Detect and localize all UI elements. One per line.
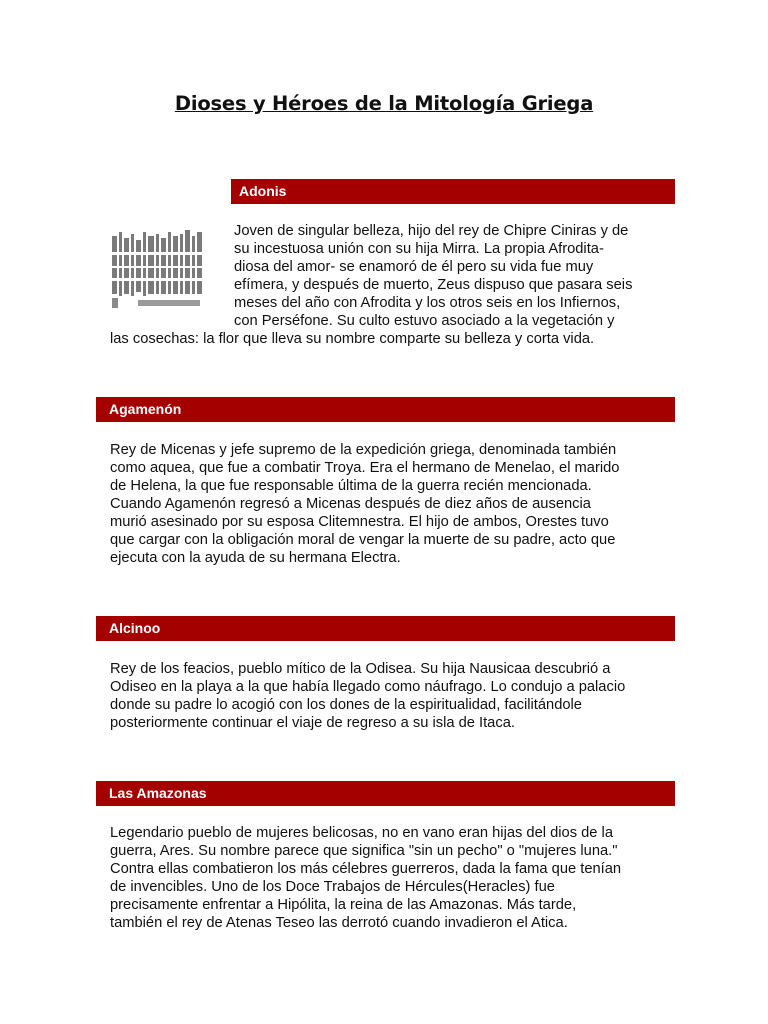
section-heading-amazonas: Las Amazonas — [96, 781, 675, 806]
alcinoo-text-line: Rey de los feacios, pueblo mítico de la Odisea. Su hija Nausicaa descubrió a — [110, 661, 611, 677]
section-heading-agamenon: Agamenón — [96, 397, 675, 422]
amazonas-text-line: Contra ellas combatieron los más célebres guerreros, dada la fama que tenían — [110, 861, 622, 877]
adonis-text-line: Joven de singular belleza, hijo del rey de Chipre Ciniras y de — [234, 223, 629, 239]
section-heading-alcinoo: Alcinoo — [96, 616, 675, 641]
agamenon-text-line: que cargar con la obligación moral de vengar la muerte de su padre, acto que — [110, 532, 616, 548]
agamenon-text-line: murió asesinado por su esposa Clitemnestra. El hijo de ambos, Orestes tuvo — [110, 514, 609, 530]
agamenon-text-line: Rey de Micenas y jefe supremo de la expedición griega, denominada también — [110, 442, 617, 458]
page-title: Dioses y Héroes de la Mitología Griega — [174, 92, 594, 115]
adonis-text-line: con Perséfone. Su culto estuvo asociado a la vegetación y — [234, 313, 615, 329]
adonis-text-line: diosa del amor- se enamoró de él pero su vida fue muy — [234, 259, 594, 275]
amazonas-text-line: Legendario pueblo de mujeres belicosas, no en vano eran hijas del dios de la — [110, 825, 613, 841]
amazonas-text-line: de invencibles. Uno de los Doce Trabajos de Hércules(Heracles) fue — [110, 879, 555, 895]
agamenon-text-line: ejecuta con la ayuda de su hermana Electra. — [110, 550, 401, 566]
watermark-logo-icon — [110, 222, 207, 314]
agamenon-text-line: Cuando Agamenón regresó a Micenas después de diez años de ausencia — [110, 496, 591, 512]
agamenon-text-line: como aquea, que fue a combatir Troya. Era el hermano de Menelao, el marido — [110, 460, 620, 476]
alcinoo-text-line: Odiseo en la playa a la que había llegado como náufrago. Lo condujo a palacio — [110, 679, 626, 695]
amazonas-text-line: también el rey de Atenas Teseo las derrotó cuando invadieron el Atica. — [110, 915, 568, 931]
amazonas-text-line: guerra, Ares. Su nombre parece que significa "sin un pecho" o "mujeres luna." — [110, 843, 618, 859]
amazonas-text-line: precisamente enfrentar a Hipólita, la reina de las Amazonas. Más tarde, — [110, 897, 577, 913]
agamenon-text-line: de Helena, la que fue responsable última de la guerra recién mencionada. — [110, 478, 592, 494]
alcinoo-text-line: posteriormente continuar el viaje de regreso a su isla de Itaca. — [110, 715, 515, 731]
alcinoo-text-line: donde su padre lo acogió con los dones de la espiritualidad, facilitándole — [110, 697, 582, 713]
adonis-text-line: meses del año con Afrodita y los otros seis en los Infiernos, — [234, 295, 621, 311]
section-heading-adonis: Adonis — [231, 179, 675, 204]
adonis-text-line: las cosechas: la flor que lleva su nombre comparte su belleza y corta vida. — [110, 331, 595, 347]
adonis-text-line: su incestuosa unión con su hija Mirra. La propia Afrodita- — [234, 241, 604, 257]
adonis-text-line: efímera, y después de muerto, Zeus dispuso que pasara seis — [234, 277, 633, 293]
